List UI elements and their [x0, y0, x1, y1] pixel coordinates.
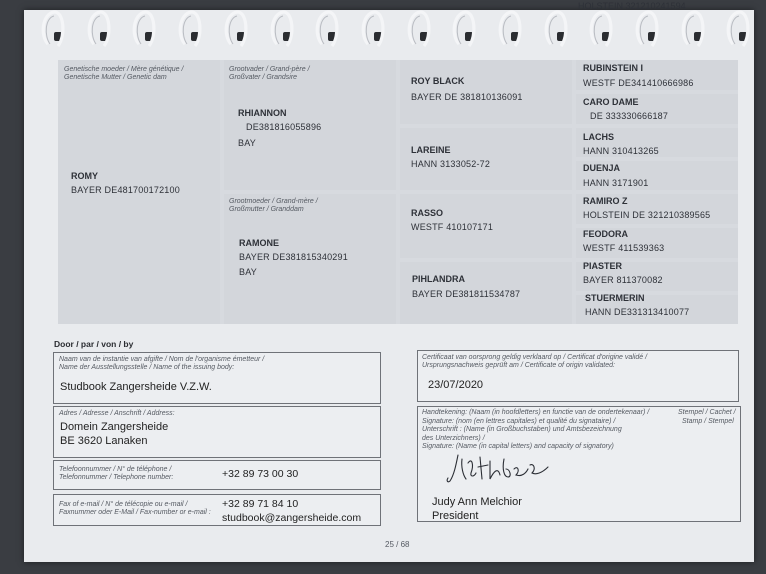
issuer-phone-label-1: Telefoonnummer / N° de téléphone / [59, 466, 172, 473]
ggg3-name: LACHS [583, 132, 614, 142]
ggg7-detail: BAYER 811370082 [583, 275, 663, 285]
issuer-name-label-2: Name der Ausstellungsstelle / Name of the issuing body: [59, 364, 235, 371]
signature-label-4: des Unterzichners) / [422, 434, 485, 442]
issuer-address-line1: Domein Zangersheide [60, 421, 169, 433]
gg1-detail: BAYER DE 381810136091 [411, 92, 523, 102]
granddam-label-1: Grootmoeder / Grand-mère / [229, 198, 318, 205]
signatory-name: Judy Ann Melchior [432, 496, 522, 508]
issuer-fax-box [53, 494, 381, 526]
g2-detail: BAYER DE381815340291 [239, 252, 348, 262]
gg1-name: ROY BLACK [411, 76, 465, 86]
g1-name: RHIANNON [238, 108, 287, 118]
certificate-label-2: Ursprungsnachweis geprüft am / Certificate of origin validated: [422, 362, 615, 369]
issuer-phone-label-2: Telefonnummer / Telephone number: [59, 474, 174, 481]
handwritten-signature [444, 451, 554, 487]
signature-box [417, 406, 741, 522]
issuer-name-value: Studbook Zangersheide V.Z.W. [60, 381, 212, 393]
gg3-detail: WESTF 410107171 [411, 222, 494, 232]
document-page [24, 1, 754, 562]
gg3-name: RASSO [411, 208, 444, 218]
stamp-label-2: Stamp / Stempel [682, 417, 734, 425]
door-heading: Door / par / von / by [54, 339, 134, 349]
granddam-label-2: Großmutter / Granddam [229, 206, 304, 213]
ggg5-detail: HOLSTEIN DE 321210389565 [583, 210, 711, 220]
ggg3-detail: HANN 310413265 [583, 146, 659, 156]
page-number: 25 / 68 [385, 540, 410, 549]
certificate-label-1: Certificaat van oorsprong geldig verklaard op / Certificat d'origine validé / [422, 354, 648, 361]
gg4-detail: BAYER DE381811534787 [412, 289, 521, 299]
ggg8-name: STUERMERIN [585, 293, 645, 303]
issuer-email-value: studbook@zangersheide.com [222, 512, 362, 524]
grandsire-label-1: Grootvader / Grand-père / [229, 66, 310, 73]
g1-detail: DE381816055896 [246, 122, 322, 132]
ggg6-name: FEODORA [583, 229, 628, 239]
issuer-address-box [53, 406, 381, 458]
signature-label-3: Unterschrift : (Name (in Großbuchstaben) und Amtsbezeichnung [422, 426, 622, 433]
issuer-fax-label-2: Faxnummer oder E-Mail / Fax-number or e-mail : [59, 509, 211, 516]
issuer-address-line2: BE 3620 Lanaken [60, 435, 148, 447]
dam-name: ROMY [71, 171, 98, 181]
ggg7-name: PIASTER [583, 261, 623, 271]
gg2-detail: HANN 3133052-72 [411, 159, 491, 169]
ggg6-detail: WESTF 411539363 [583, 243, 665, 253]
ggg1-detail: WESTF DE341410666986 [583, 78, 694, 88]
issuer-name-box [53, 352, 381, 404]
ggg2-name: CARO DAME [583, 97, 639, 107]
dam-label-1: Genetische moeder / Mère génétique / [64, 66, 184, 73]
registration-number: HOLSTEIN 321210241594 [578, 1, 686, 11]
signature-label-1: Handtekening: (Naam (in hoofdletters) en functie van de ondertekenaar) / [422, 409, 650, 416]
g1-color: BAY [238, 138, 256, 148]
stamp-label-1: Stempel / Cachet / [678, 409, 736, 416]
signature-label-2: Signature: (nom (en lettres capitales) et qualité du signataire) / [422, 417, 616, 425]
ggg5-name: RAMIRO Z [583, 196, 628, 206]
gg4-name: PIHLANDRA [412, 274, 465, 284]
signatory-role: President [432, 510, 479, 522]
issuer-phone-value: +32 89 73 00 30 [222, 468, 299, 480]
grandsire-label-2: Großvater / Grandsire [229, 74, 298, 81]
ggg2-detail: DE 333330666187 [590, 111, 669, 121]
certificate-box [417, 350, 739, 402]
g2-name: RAMONE [239, 238, 279, 248]
issuer-fax-value: +32 89 71 84 10 [222, 498, 299, 510]
issuer-address-label: Adres / Adresse / Anschrift / Address: [59, 410, 175, 417]
issuer-fax-label-1: Fax of e-mail / N° de télécopie ou e-mail / [59, 501, 188, 508]
dam-label-2: Genetische Mutter / Genetic dam [64, 74, 167, 81]
ggg4-name: DUENJA [583, 163, 621, 173]
g2-color: BAY [239, 267, 257, 277]
issuer-phone-box [53, 460, 381, 490]
signature-label-5: Signature: (Name (in capital letters) and capacity of signatory) [422, 443, 614, 450]
issuer-name-label-1: Naam van de instantie van afgifte / Nom de l'organisme émetteur / [59, 356, 265, 363]
certificate-date: 23/07/2020 [428, 379, 484, 391]
ggg4-detail: HANN 3171901 [583, 178, 649, 188]
ggg1-name: RUBINSTEIN I [583, 63, 644, 73]
dam-detail: BAYER DE481700172100 [71, 185, 180, 195]
ggg8-detail: HANN DE331313410077 [585, 307, 690, 317]
spiral-rings [40, 6, 750, 58]
gg2-name: LAREINE [411, 145, 451, 155]
